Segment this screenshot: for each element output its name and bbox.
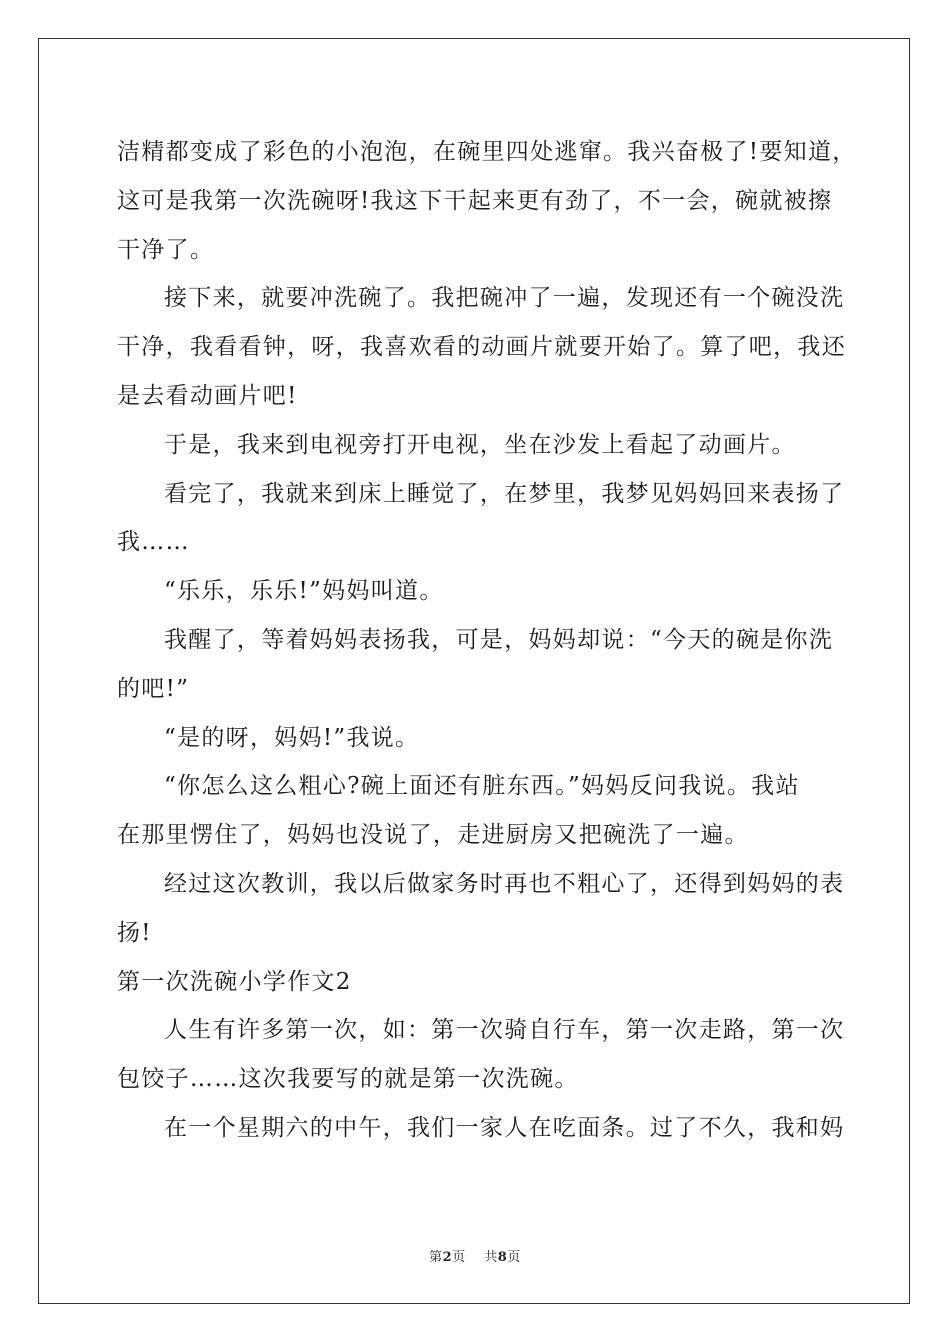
text-line: 我醒了，等着妈妈表扬我，可是，妈妈却说：“今天的碗是你洗 [164,626,834,653]
text-line: 经过这次教训，我以后做家务时再也不粗心了，还得到妈妈的表 [164,870,845,897]
text-line: “是的呀，妈妈!”我说。 [164,724,420,751]
text-line: 是去看动画片吧! [117,382,298,409]
document-body [117,128,857,1153]
text-line: 扬! [117,919,152,946]
page-number-prefix: 第 [429,1250,443,1265]
text-line: 人生有许多第一次，如：第一次骑自行车，第一次走路，第一次 [164,1017,845,1044]
text-line: 在一个星期六的中午，我们一家人在吃面条。过了不久，我和妈 [164,1114,845,1141]
text-line: 干净了。 [117,236,215,263]
total-pages-suffix: 页 [507,1250,521,1265]
text-line: 洁精都变成了彩色的小泡泡，在碗里四处逃窜。我兴奋极了!要知道， [117,139,857,165]
text-line: “你怎么这么粗心?碗上面还有脏东西。”妈妈反问我说。我站 [164,773,800,800]
text-line: 干净，我看看钟，呀，我喜欢看的动画片就要开始了。算了吧，我还 [117,334,846,361]
text-line: 第一次洗碗小学作文2 [117,968,352,995]
text-line: 在那里愣住了，妈妈也没说了，走进厨房又把碗洗了一遍。 [117,822,749,849]
text-line: 包饺子……这次我要写的就是第一次洗碗。 [117,1066,579,1093]
text-line: 我…… [117,529,190,556]
page-number-suffix: 页 [452,1250,466,1265]
text-line: 于是，我来到电视旁打开电视，坐在沙发上看起了动画片。 [164,431,796,458]
text-line: 接下来，就要冲洗碗了。我把碗冲了一遍，发现还有一个碗没洗 [164,285,845,312]
total-pages-count: 8 [497,1250,508,1265]
text-line: 看完了，我就来到床上睡觉了，在梦里，我梦见妈妈回来表扬了 [164,480,845,507]
text-line: 这可是我第一次洗碗呀!我这下干起来更有劲了，不一会，碗就被擦 [117,187,833,214]
text-line: 的吧!” [117,675,190,702]
text-line: “乐乐，乐乐!”妈妈叫道。 [164,578,444,605]
total-pages-prefix: 共 [484,1250,498,1265]
page-number-current: 2 [442,1250,453,1265]
page-footer [0,1246,950,1265]
